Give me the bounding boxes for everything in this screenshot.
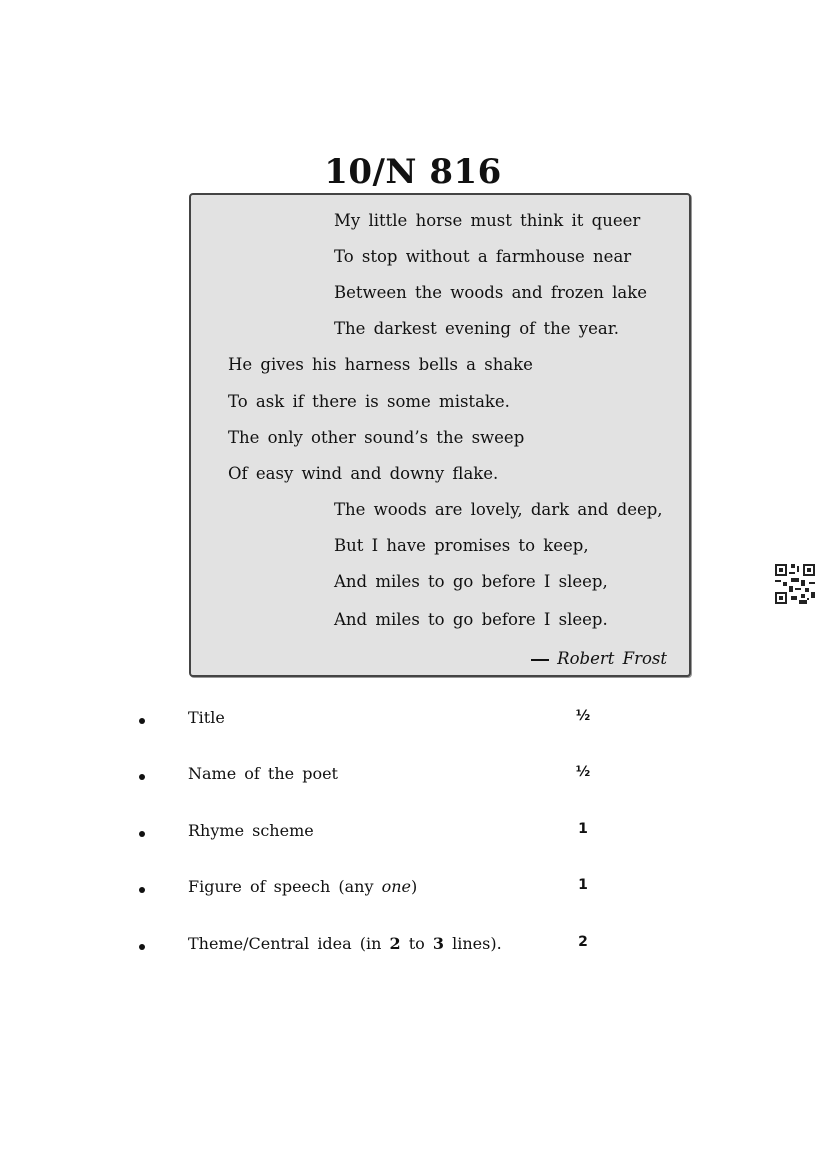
em-dash	[531, 659, 549, 661]
poem-line: To stop without a farmhouse near	[334, 247, 632, 266]
poet-name: Robert Frost	[557, 649, 667, 668]
bullet-icon	[139, 718, 145, 724]
poem-line: And miles to go before I sleep,	[334, 572, 608, 591]
criterion-marks: 2	[578, 934, 588, 950]
criterion-item	[0, 877, 826, 907]
criterion-item	[0, 821, 826, 851]
criterion-marks: 1	[578, 821, 588, 837]
bullet-icon	[139, 944, 145, 950]
bullet-icon	[139, 887, 145, 893]
page-title: 10/N 816	[324, 152, 502, 192]
poem-box	[189, 193, 691, 677]
criterion-marks: ½	[575, 764, 591, 780]
criterion-label	[188, 934, 502, 953]
criterion-label-text: )	[410, 877, 418, 896]
poem-line: The only other sound’s the sweep	[228, 428, 525, 447]
criterion-label-emphasis: one	[381, 877, 411, 896]
criterion-label: Rhyme scheme	[188, 821, 314, 840]
criterion-label-text: lines).	[444, 934, 502, 953]
poem-line: But I have promises to keep,	[334, 536, 589, 555]
criterion-item	[0, 708, 826, 738]
criterion-label: Title	[188, 708, 225, 727]
poem-line: He gives his harness bells a shake	[228, 355, 533, 374]
criterion-marks: 1	[578, 877, 588, 893]
criterion-number: 2	[389, 934, 401, 953]
criterion-label	[188, 877, 417, 896]
bullet-icon	[139, 774, 145, 780]
qr-code-icon	[775, 564, 815, 604]
poem-attribution	[531, 649, 667, 668]
poem-line: And miles to go before I sleep.	[334, 610, 608, 629]
poem-line: To ask if there is some mistake.	[228, 392, 510, 411]
poem-line: Of easy wind and downy flake.	[228, 464, 499, 483]
poem-line: My little horse must think it queer	[334, 211, 641, 230]
poem-line: The woods are lovely, dark and deep,	[334, 500, 663, 519]
poem-line: The darkest evening of the year.	[334, 319, 620, 338]
criterion-label-text: to	[400, 934, 433, 953]
criterion-number: 3	[432, 934, 445, 953]
criterion-item	[0, 764, 826, 794]
criterion-item	[0, 934, 826, 964]
criterion-marks: ½	[575, 708, 591, 724]
bullet-icon	[139, 831, 145, 837]
poem-line: Between the woods and frozen lake	[334, 283, 647, 302]
criterion-label: Name of the poet	[188, 764, 338, 783]
criterion-label-text: Theme/Central idea (in	[188, 934, 390, 953]
criterion-label-text: Figure of speech (any	[188, 877, 382, 896]
